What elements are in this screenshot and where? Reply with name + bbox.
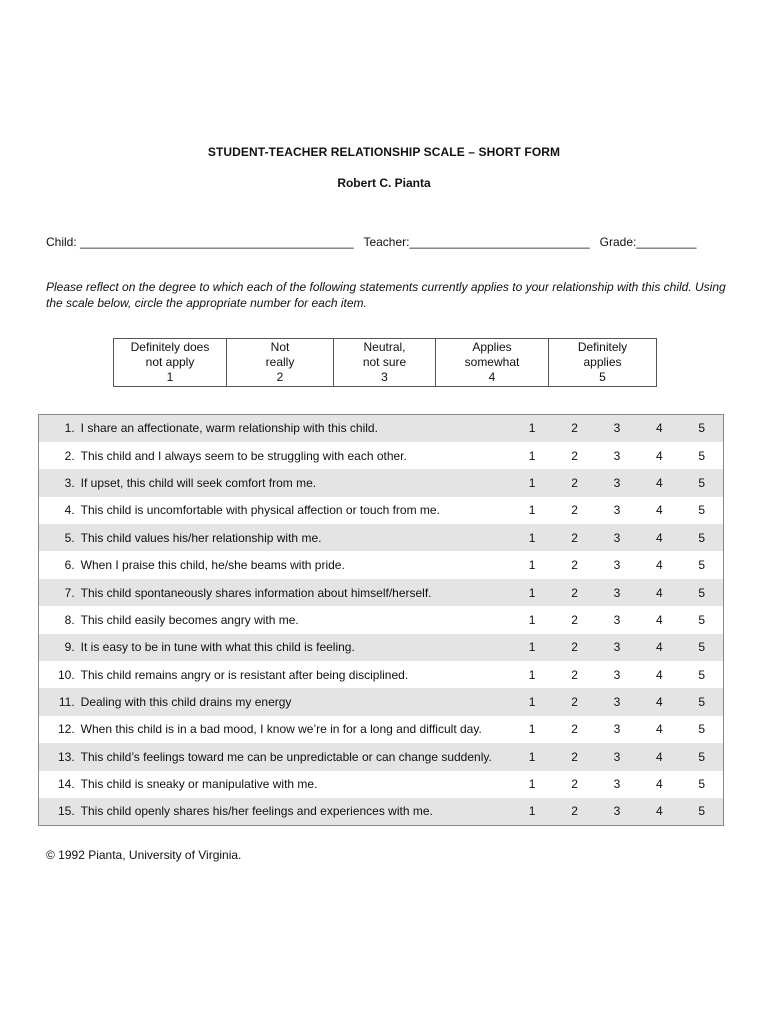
rating-option-3[interactable]: 3 <box>613 421 621 436</box>
rating-option-5[interactable]: 5 <box>698 804 706 819</box>
rating-option-3[interactable]: 3 <box>613 448 621 463</box>
table-row <box>39 415 724 442</box>
table-row <box>39 798 724 825</box>
rating-option-1[interactable]: 1 <box>528 558 536 573</box>
table-row <box>39 688 724 715</box>
item-statement: This child openly shares his/her feelings and experiences with me. <box>80 804 433 819</box>
rating-option-5[interactable]: 5 <box>698 503 706 518</box>
item-statement: I share an affectionate, warm relationship with this child. <box>80 421 378 436</box>
scale-option-4: Applies somewhat 4 <box>436 339 549 387</box>
rating-option-1[interactable]: 1 <box>528 612 536 627</box>
rating-option-2[interactable]: 2 <box>571 777 578 792</box>
item-number: 7. <box>64 585 75 600</box>
rating-option-3[interactable]: 3 <box>613 749 621 764</box>
item-number: 11. <box>58 695 75 710</box>
rating-option-3[interactable]: 3 <box>613 530 621 545</box>
rating-option-1[interactable]: 1 <box>528 777 536 792</box>
rating-option-2[interactable]: 2 <box>571 475 578 490</box>
item-statement: If upset, this child will seek comfort from me. <box>80 475 317 490</box>
item-statement: This child easily becomes angry with me. <box>80 612 299 627</box>
table-row <box>39 442 724 469</box>
rating-option-1[interactable]: 1 <box>528 667 536 682</box>
rating-option-4[interactable]: 4 <box>656 475 663 490</box>
page-title: STUDENT-TEACHER RELATIONSHIP SCALE – SHORT FORM <box>207 145 561 159</box>
rating-option-5[interactable]: 5 <box>698 749 706 764</box>
rating-option-4[interactable]: 4 <box>656 722 663 737</box>
grade-field[interactable]: Grade:_________ <box>599 235 697 249</box>
instructions: Please reflect on the degree to which each of the following statements currently applies to your relationship with this child. Using the scale below, circle the appropriate number for each item. <box>46 280 726 310</box>
rating-option-5[interactable]: 5 <box>698 640 706 655</box>
rating-option-1[interactable]: 1 <box>528 722 536 737</box>
item-number: 12. <box>57 722 75 737</box>
rating-option-4[interactable]: 4 <box>656 503 663 518</box>
table-row <box>39 661 724 688</box>
rating-option-1[interactable]: 1 <box>528 530 536 545</box>
rating-option-5[interactable]: 5 <box>698 558 706 573</box>
table-row <box>39 634 724 661</box>
rating-option-1[interactable]: 1 <box>528 749 536 764</box>
scale-option-3: Neutral, not sure 3 <box>334 339 436 387</box>
table-row <box>39 524 724 551</box>
rating-option-4[interactable]: 4 <box>656 749 663 764</box>
scale-option-1: Definitely does not apply 1 <box>114 339 227 387</box>
item-statement: When I praise this child, he/she beams with pride. <box>80 558 345 573</box>
rating-option-4[interactable]: 4 <box>656 558 663 573</box>
rating-scale-legend <box>113 338 657 387</box>
item-number: 15. <box>57 804 75 819</box>
item-number: 4. <box>64 503 75 518</box>
rating-option-5[interactable]: 5 <box>698 667 706 682</box>
rating-option-5[interactable]: 5 <box>698 530 706 545</box>
rating-option-3[interactable]: 3 <box>613 612 621 627</box>
rating-option-2[interactable]: 2 <box>571 530 578 545</box>
rating-option-4[interactable]: 4 <box>656 640 663 655</box>
item-number: 6. <box>64 558 75 573</box>
rating-option-2[interactable]: 2 <box>571 640 578 655</box>
item-number: 5. <box>64 530 75 545</box>
info-fields <box>46 235 696 249</box>
item-statement: This child values his/her relationship with me. <box>80 530 322 545</box>
rating-option-2[interactable]: 2 <box>571 585 578 600</box>
teacher-field[interactable]: Teacher:___________________________ <box>363 235 590 249</box>
rating-option-1[interactable]: 1 <box>528 640 536 655</box>
rating-option-3[interactable]: 3 <box>613 585 621 600</box>
rating-option-2[interactable]: 2 <box>571 421 578 436</box>
scale-option-2: Not really 2 <box>227 339 334 387</box>
rating-option-4[interactable]: 4 <box>656 585 663 600</box>
item-statement: This child and I always seem to be struggling with each other. <box>80 448 407 463</box>
table-row <box>39 551 724 578</box>
author-name: Robert C. Pianta <box>337 176 431 190</box>
rating-option-5[interactable]: 5 <box>698 448 706 463</box>
table-row <box>39 716 724 743</box>
rating-option-2[interactable]: 2 <box>571 749 578 764</box>
table-row <box>39 606 724 633</box>
table-row <box>39 469 724 496</box>
item-number: 10. <box>57 667 75 682</box>
item-number: 9. <box>64 640 75 655</box>
rating-option-1[interactable]: 1 <box>528 695 536 710</box>
rating-option-3[interactable]: 3 <box>613 695 621 710</box>
rating-option-4[interactable]: 4 <box>656 804 663 819</box>
rating-option-1[interactable]: 1 <box>528 804 536 819</box>
item-statement: When this child is in a bad mood, I know we’re in for a long and difficult day. <box>80 722 482 737</box>
rating-option-3[interactable]: 3 <box>613 503 621 518</box>
rating-option-5[interactable]: 5 <box>698 421 706 436</box>
item-number: 1. <box>64 421 75 436</box>
item-number: 14. <box>57 777 75 792</box>
rating-option-3[interactable]: 3 <box>613 804 621 819</box>
table-row <box>39 771 724 798</box>
rating-option-5[interactable]: 5 <box>698 777 706 792</box>
rating-option-2[interactable]: 2 <box>571 612 578 627</box>
item-statement: This child is uncomfortable with physical affection or touch from me. <box>80 503 440 518</box>
scale-option-5: Definitely applies 5 <box>549 339 657 387</box>
item-number: 8. <box>64 612 75 627</box>
rating-option-5[interactable]: 5 <box>698 475 706 490</box>
rating-option-4[interactable]: 4 <box>656 421 663 436</box>
rating-option-3[interactable]: 3 <box>613 667 621 682</box>
items-table <box>38 414 724 826</box>
rating-option-2[interactable]: 2 <box>571 804 578 819</box>
item-statement: Dealing with this child drains my energy <box>80 695 292 710</box>
item-number: 3. <box>64 475 75 490</box>
rating-option-4[interactable]: 4 <box>656 448 663 463</box>
rating-option-1[interactable]: 1 <box>528 585 536 600</box>
table-row <box>39 579 724 606</box>
table-row <box>39 497 724 524</box>
rating-option-4[interactable]: 4 <box>656 530 663 545</box>
item-statement: This child is sneaky or manipulative with me. <box>80 777 318 792</box>
rating-option-2[interactable]: 2 <box>571 667 578 682</box>
rating-option-2[interactable]: 2 <box>571 722 578 737</box>
rating-option-5[interactable]: 5 <box>698 612 706 627</box>
rating-option-3[interactable]: 3 <box>613 640 621 655</box>
rating-option-5[interactable]: 5 <box>698 722 706 737</box>
rating-option-1[interactable]: 1 <box>528 421 536 436</box>
rating-option-4[interactable]: 4 <box>656 695 663 710</box>
rating-option-3[interactable]: 3 <box>613 475 621 490</box>
rating-option-2[interactable]: 2 <box>571 558 578 573</box>
rating-option-3[interactable]: 3 <box>613 722 621 737</box>
rating-option-4[interactable]: 4 <box>656 612 663 627</box>
rating-option-2[interactable]: 2 <box>571 695 578 710</box>
rating-option-2[interactable]: 2 <box>571 448 578 463</box>
copyright-footer: © 1992 Pianta, University of Virginia. <box>46 848 242 862</box>
rating-option-1[interactable]: 1 <box>528 448 536 463</box>
item-statement: This child spontaneously shares information about himself/herself. <box>80 585 432 600</box>
item-statement: This child remains angry or is resistant after being disciplined. <box>80 667 409 682</box>
rating-option-5[interactable]: 5 <box>698 585 706 600</box>
rating-option-3[interactable]: 3 <box>613 558 621 573</box>
rating-option-4[interactable]: 4 <box>656 777 663 792</box>
rating-option-5[interactable]: 5 <box>698 695 706 710</box>
rating-option-2[interactable]: 2 <box>571 503 578 518</box>
item-number: 13. <box>57 749 75 764</box>
rating-option-1[interactable]: 1 <box>528 503 536 518</box>
child-field[interactable]: Child: _________________________________________ <box>46 235 354 249</box>
rating-option-1[interactable]: 1 <box>528 475 536 490</box>
item-statement: It is easy to be in tune with what this child is feeling. <box>80 640 355 655</box>
item-number: 2. <box>64 448 75 463</box>
rating-option-4[interactable]: 4 <box>656 667 663 682</box>
item-statement: This child’s feelings toward me can be unpredictable or can change suddenly. <box>80 749 492 764</box>
table-row <box>39 743 724 770</box>
rating-option-3[interactable]: 3 <box>613 777 621 792</box>
